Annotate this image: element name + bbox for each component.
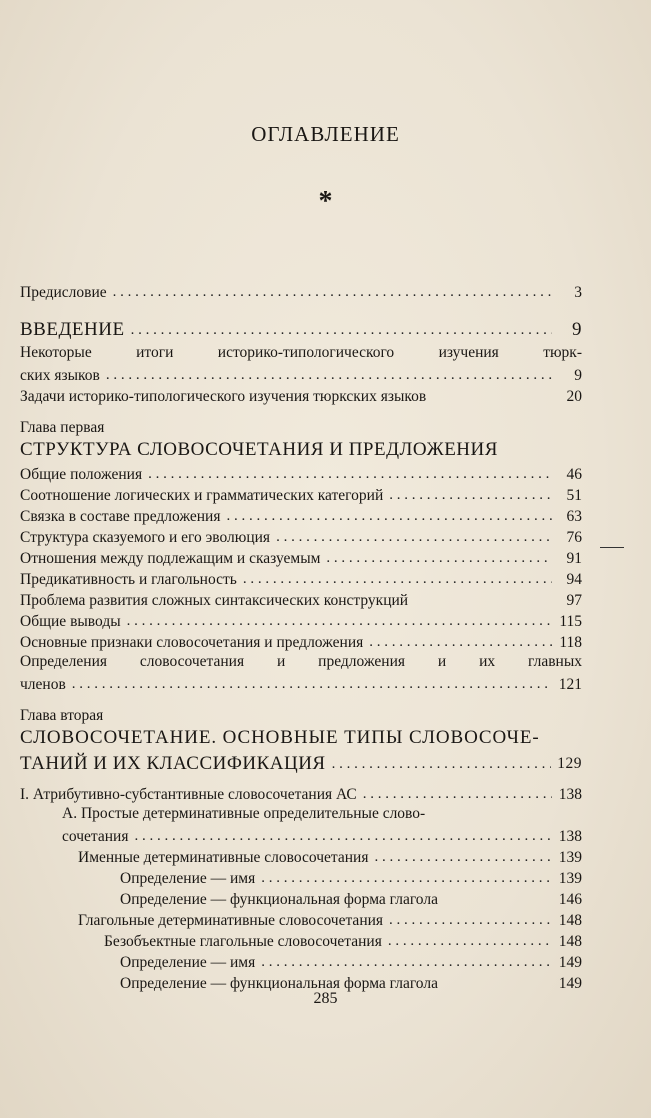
toc-entry-label: ВВЕДЕНИЕ	[20, 319, 125, 340]
toc-entry-label: Проблема развития сложных синтаксических конструкций	[20, 592, 409, 609]
dot-leader	[369, 633, 552, 652]
chapter-2-heading-line1: СЛОВОСОЧЕТАНИЕ. ОСНОВНЫЕ ТИПЫ СЛОВОСОЧЕ-	[20, 727, 540, 748]
dot-leader	[389, 911, 552, 930]
toc-page-number: 9	[574, 367, 582, 384]
dot-leader	[243, 570, 552, 589]
toc-entry-section-a[interactable]	[20, 804, 582, 846]
chapter-2-heading[interactable]	[20, 727, 582, 775]
toc-entry-label-line2: сочетания	[62, 828, 129, 845]
chapter-2-heading-line2	[20, 751, 582, 775]
toc-entry[interactable]	[20, 505, 582, 526]
toc-page-number: 121	[558, 676, 582, 693]
page-title: ОГЛАВЛЕНИЕ	[251, 122, 400, 146]
toc-entry-definition-name[interactable]	[20, 867, 582, 888]
toc-page-number: 94	[566, 571, 582, 588]
toc-page-number: 20	[566, 388, 582, 405]
table-of-contents	[20, 278, 582, 993]
dot-leader	[134, 827, 552, 846]
toc-page-number: 9	[572, 319, 582, 340]
toc-entry-label: Глагольные детерминативные словосочетания	[78, 912, 384, 929]
toc-entry-label: Предикативность и глагольность	[20, 571, 237, 588]
dot-leader	[113, 283, 552, 302]
toc-page-number: 46	[566, 466, 582, 483]
toc-entry-definition-function[interactable]	[20, 888, 582, 909]
dot-leader	[226, 507, 552, 526]
toc-entry-preface[interactable]	[20, 281, 582, 302]
toc-page-number: 118	[559, 634, 582, 651]
toc-page-number: 146	[558, 891, 582, 908]
dot-leader	[363, 785, 552, 804]
toc-entry[interactable]	[20, 547, 582, 568]
margin-pencil-mark	[600, 547, 624, 548]
toc-entry-label: Связка в составе предложения	[20, 508, 221, 525]
toc-entry-label: Отношения между подлежащим и сказуемым	[20, 550, 321, 567]
toc-entry-definition-name-2[interactable]	[20, 951, 582, 972]
toc-entry-label: Предисловие	[20, 284, 107, 301]
dot-leader	[72, 675, 552, 694]
toc-entry[interactable]	[20, 526, 582, 547]
toc-entry-intro-tasks[interactable]	[20, 385, 582, 406]
page-number-footer: 285	[313, 990, 338, 1007]
dot-leader	[148, 465, 552, 484]
toc-entry-label: I. Атрибутивно-субстантивные словосочетания АС	[20, 786, 357, 803]
toc-page-number: 129	[557, 755, 582, 772]
dot-leader	[332, 753, 552, 775]
dot-leader	[276, 528, 552, 547]
toc-page-number: 148	[558, 933, 582, 950]
toc-entry-intro[interactable]	[20, 317, 582, 341]
toc-entry-label: Определение — функциональная форма глагола	[120, 891, 438, 908]
toc-entry-label: Задачи историко-типологического изучения тюркских языков	[20, 388, 427, 405]
toc-page-number: 51	[566, 487, 582, 504]
toc-entry-line2	[62, 825, 582, 846]
toc-entry-label: Общие положения	[20, 466, 143, 483]
dot-leader	[106, 366, 552, 385]
dot-leader	[127, 612, 552, 631]
toc-entry-section-i[interactable]	[20, 783, 582, 804]
dot-leader	[389, 486, 552, 505]
toc-entry-label: Соотношение логических и грамматических категорий	[20, 487, 384, 504]
toc-entry-label-line1: Определения словосочетания и предложения и их главных	[20, 653, 582, 670]
toc-entry-label: Определение — имя	[120, 954, 256, 971]
toc-entry[interactable]	[20, 484, 582, 505]
chapter-1-entries	[20, 463, 582, 694]
dot-leader	[131, 319, 552, 341]
toc-entry-label-line1: Некоторые итоги историко-типологического изучения тюрк-	[20, 344, 582, 361]
dot-leader	[326, 549, 552, 568]
dot-leader	[261, 869, 552, 888]
asterisk-ornament: *	[318, 186, 333, 217]
toc-page-number: 115	[559, 613, 582, 630]
chapter-1-heading[interactable]: СТРУКТУРА СЛОВОСОЧЕТАНИЯ И ПРЕДЛОЖЕНИЯ	[20, 439, 498, 460]
toc-page-number: 138	[558, 786, 582, 803]
toc-entry-objectless[interactable]	[20, 930, 582, 951]
toc-entry-intro-results[interactable]	[20, 343, 582, 385]
toc-entry-verbal[interactable]	[20, 909, 582, 930]
chapter-2-label: Глава вторая	[20, 707, 104, 724]
toc-entry-nominal[interactable]	[20, 846, 582, 867]
toc-entry[interactable]	[20, 589, 582, 610]
toc-entry-label: Структура сказуемого и его эволюция	[20, 529, 271, 546]
toc-page-number: 139	[558, 849, 582, 866]
toc-page-number: 139	[558, 870, 582, 887]
toc-page-number: 149	[558, 975, 582, 992]
toc-entry[interactable]	[20, 631, 582, 652]
toc-page-number: 3	[574, 284, 582, 301]
toc-entry-line2	[20, 364, 582, 385]
chapter-1-label: Глава первая	[20, 419, 105, 436]
toc-entry-label: Общие выводы	[20, 613, 121, 630]
toc-page-number: 91	[566, 550, 582, 567]
dot-leader	[374, 848, 552, 867]
toc-entry-label-line2: членов	[20, 676, 66, 693]
dot-leader	[388, 932, 552, 951]
toc-page-number: 76	[566, 529, 582, 546]
toc-entry-label-line1: А. Простые детерминативные определительные слово-	[62, 805, 426, 822]
chapter-2-heading-line2-text: ТАНИЙ И ИХ КЛАССИФИКАЦИЯ	[20, 753, 326, 774]
toc-entry[interactable]	[20, 568, 582, 589]
toc-entry-label: Безобъектные глагольные словосочетания	[104, 933, 382, 950]
toc-page-number: 149	[558, 954, 582, 971]
toc-entry-label: Определение — функциональная форма глагола	[120, 975, 438, 992]
dot-leader	[261, 953, 552, 972]
toc-entry-label: Именные детерминативные словосочетания	[78, 849, 369, 866]
toc-entry[interactable]	[20, 463, 582, 484]
toc-page-number: 63	[566, 508, 582, 525]
toc-entry[interactable]	[20, 610, 582, 631]
toc-entry-label: Основные признаки словосочетания и предложения	[20, 634, 364, 651]
toc-page-number: 97	[566, 592, 582, 609]
toc-page-number: 138	[558, 828, 582, 845]
toc-entry-line2	[20, 673, 582, 694]
toc-page-number: 148	[558, 912, 582, 929]
toc-entry-label: Определение — имя	[120, 870, 256, 887]
toc-entry-label-line2: ских языков	[20, 367, 100, 384]
toc-entry-definitions[interactable]	[20, 652, 582, 694]
